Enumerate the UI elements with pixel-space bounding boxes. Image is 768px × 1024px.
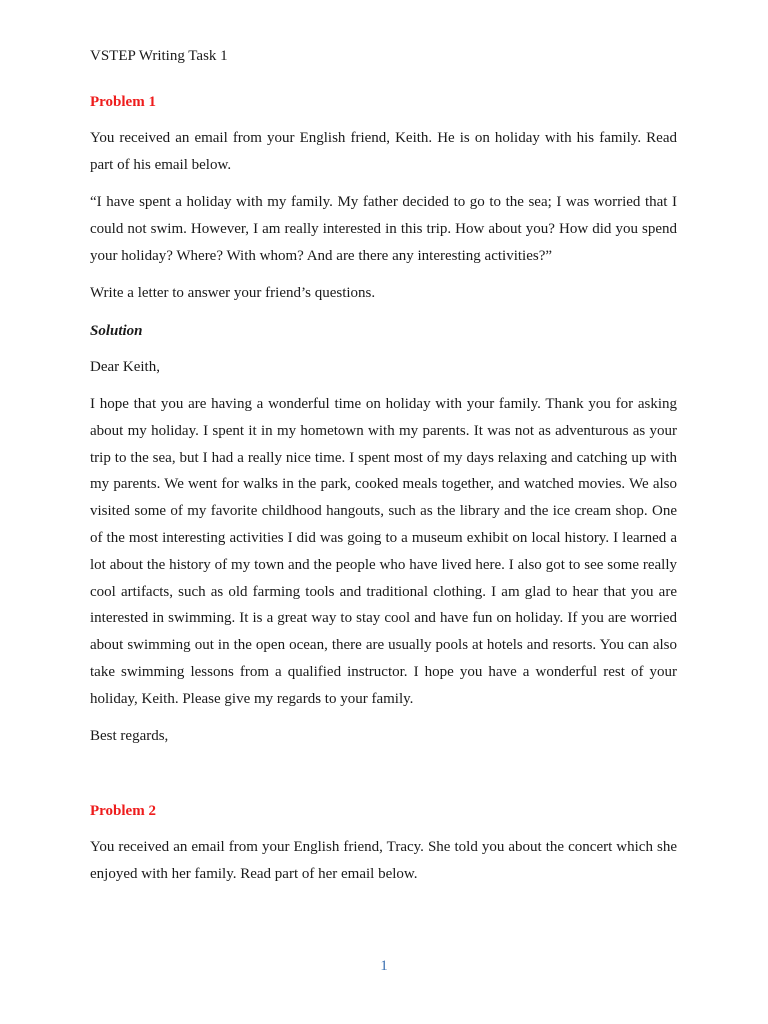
page-number: 1 xyxy=(380,958,388,974)
letter-body: I hope that you are having a wonderful time on holiday with your family. Thank you for asking about my holiday. I spent it in my hometown with my parents. It was not as adventurous as your trip to the sea, but I had a really nice time. I spent most of my days relaxing and catching up with my parents. We went for walks in the park, cooked meals together, and watched movies. We also visited some of my favorite childhood hangouts, such as the library and the ice cream shop. One of the most interesting activities I did was going to a museum exhibit on local history. I learned a lot about the history of my town and the people who have lived here. I also got to see some really cool artifacts, such as old farming tools and traditional clothing. I am glad to hear that you are interested in swimming. It is a great way to stay cool and have fun on holiday. If you are worried about swimming out in the open ocean, there are usually pools at hotels and resorts. You can also take swimming lessons from a qualified instructor. I hope you have a wonderful rest of your holiday, Keith. Please give my regards to your family. xyxy=(90,396,677,707)
document-header: VSTEP Writing Task 1 xyxy=(90,48,228,64)
letter-greeting: Dear Keith, xyxy=(90,359,160,375)
problem-1-intro: You received an email from your English friend, Keith. He is on holiday with his family. Read part of his email below. xyxy=(90,130,677,173)
problem-1-heading: Problem 1 xyxy=(90,94,156,110)
solution-label: Solution xyxy=(90,323,143,339)
problem-1-email-quote: “I have spent a holiday with my family. My father decided to go to the sea; I was worried that I could not swim. However, I am really interested in this trip. How about you? How did you spend your holiday? Where? With whom? And are there any interesting activities?” xyxy=(90,194,677,264)
letter-closing: Best regards, xyxy=(90,728,169,744)
problem-2-intro: You received an email from your English friend, Tracy. She told you about the concert which she enjoyed with her family. Read part of her email below. xyxy=(90,839,677,882)
problem-2-heading: Problem 2 xyxy=(90,803,156,819)
problem-1-instruction: Write a letter to answer your friend’s questions. xyxy=(90,285,376,301)
